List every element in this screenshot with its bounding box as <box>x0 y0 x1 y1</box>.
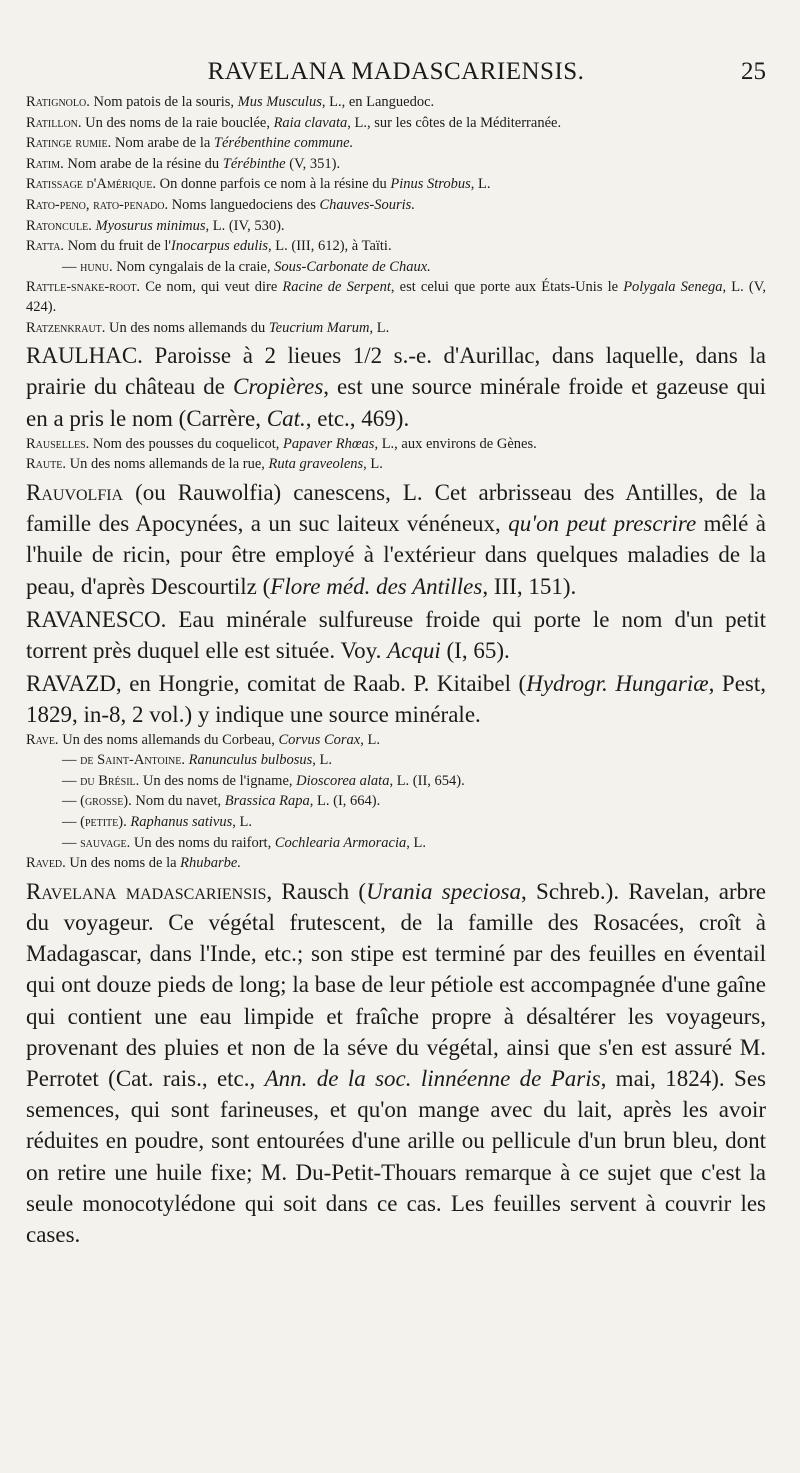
headword: Rauvolfia <box>26 479 124 505</box>
headword: Ratoncule. <box>26 217 92 234</box>
entry-rave: Rave. Un des noms allemands du Corbeau, Corvus Corax, L. <box>26 731 380 748</box>
headword: Ratta. <box>26 238 65 255</box>
headword: RAVANESCO. <box>26 606 167 632</box>
entry-rave-sauvage: — sauvage. Un des noms du raifort, Cochlearia Armoracia, L. <box>62 834 426 851</box>
page-number: 25 <box>741 58 766 85</box>
entry-rattle-snake-root: Rattle-snake-root. Ce nom, qui veut dire Racine de Serpent, est celui que porte aux États-Unis le Polygala Senega, L. (V, 424). <box>26 279 766 315</box>
entry-ratim: Ratim. Nom arabe de la résine du Térébinthe (V, 351). <box>26 155 341 172</box>
entry-ratignolo: Ratignolo. Nom patois de la souris, Mus Musculus, L., en Languedoc. <box>26 94 435 110</box>
headword: Rato-peno, rato-penado. <box>26 196 169 213</box>
headword: Rauselles. <box>26 435 90 452</box>
entry-rave-saint-antoine: — de Saint-Antoine. Ranunculus bulbosus, L. <box>62 752 332 769</box>
headword: Ratillon. <box>26 114 82 131</box>
headword: — hunu. <box>62 258 113 275</box>
entry-ravazd: RAVAZD, en Hongrie, comitat de Raab. P. Kitaibel (Hydrogr. Hungariæ, Pest, 1829, in-8, 2 vol.) y indique une source minérale. <box>26 671 767 728</box>
headword: Ratissage d'Amérique. <box>26 176 157 193</box>
headword: Raute. <box>26 456 66 473</box>
entry-rave-petite: — (petite). Raphanus sativus, L. <box>62 813 252 830</box>
entry-ravanesco: RAVANESCO. Eau minérale sulfureuse froide qui porte le nom d'un petit torrent près duquel elle est située. Voy. Acqui (I, 65). <box>26 606 766 663</box>
headword: — de Saint-Antoine. <box>62 752 185 769</box>
entry-rauselles: Rauselles. Nom des pousses du coquelicot, Papaver Rhœas, L., aux environs de Gènes. <box>26 435 537 452</box>
entry-rato-peno: Rato-peno, rato-penado. Noms languedociens des Chauves-Souris. <box>26 196 415 213</box>
entry-ratoncule: Ratoncule. Myosurus minimus, L. (IV, 530). <box>26 217 285 234</box>
entry-raute: Raute. Un des noms allemands de la rue, Ruta graveolens, L. <box>26 456 383 473</box>
entry-ravelana: Ravelana madascariensis, Rausch (Urania speciosa, Schreb.). Ravelan, arbre du voyageur. Ce végétal frutescent, de la famille des Rosacées, croît à Madagascar, dans l'Inde, etc.; son stipe est terminé par des feuilles en éventail qui ont douze pieds de long; la base de leur pétiole est accompagnée d'une gaîne qui contient une eau limpide et fraîche propre à désaltérer les voyageurs, provenant des pluies et non de la séve du végétal, ainsi que s'en est assuré M. Perrotet (Cat. rais., etc., Ann. de la soc. linnéenne de Paris, mai, 1824). Ses semences, qui sont farineuses, et qu'on mange avec du lait, après les avoir réduites en poudre, sont entourées d'une arille ou pellicule d'un brun bleu, dont on retire une huile fixe; M. Du-Petit-Thouars remarque à ce sujet que c'est la seule monocotylédone qui soit dans ce cas. Les feuilles servent à couvrir les cases. <box>26 878 766 1247</box>
running-title: RAVELANA MADASCARIENSIS. <box>207 58 585 85</box>
dictionary-entries <box>26 93 766 1250</box>
headword: Ratinge rumie. <box>26 135 112 152</box>
headword: Rave. <box>26 731 59 748</box>
headword: Ratim. <box>26 155 64 172</box>
entry-ratinge: Ratinge rumie. Nom arabe de la Térébenthine commune. <box>26 135 354 152</box>
headword: — du Brésil. <box>62 772 140 789</box>
entry-raulhac: RAULHAC. Paroisse à 2 lieues 1/2 s.-e. d'Aurillac, dans laquelle, dans la prairie du château de Cropières, est une source minérale froide et gazeuse qui en a pris le nom (Carrère, Cat., etc., 469). <box>26 343 767 431</box>
headword: Rattle-snake-root. <box>26 279 141 296</box>
headword: Ratzenkraut. <box>26 319 106 336</box>
entry-ratissage: Ratissage d'Amérique. On donne parfois ce nom à la résine du Pinus Strobus, L. <box>26 176 491 193</box>
headword: RAULHAC. <box>26 343 143 369</box>
headword: — (petite). <box>62 813 127 830</box>
entry-ratillon: Ratillon. Un des noms de la raie bouclée, Raia clavata, L., sur les côtes de la Méditerranée. <box>26 114 562 131</box>
entry-rauvolfia: Rauvolfia (ou Rauwolfia) canescens, L. Cet arbrisseau des Antilles, de la famille des Apocynées, a un suc laiteux vénéneux, qu'on peut prescrire mêlé à l'huile de ricin, pour être employé à l'extérieur dans quelques maladies de la peau, d'après Descourtilz (Flore méd. des Antilles, III, 151). <box>26 479 766 599</box>
headword: RAVAZD <box>26 671 116 697</box>
entry-raved: Raved. Un des noms de la Rhubarbe. <box>26 855 241 872</box>
headword: — (grosse). <box>62 793 132 810</box>
headword: — sauvage. <box>62 834 131 851</box>
entry-ratta-hunu: — hunu. Nom cyngalais de la craie, Sous-Carbonate de Chaux. <box>62 258 431 275</box>
entry-rave-grosse: — (grosse). Nom du navet, Brassica Rapa, L. (I, 664). <box>62 793 381 810</box>
entry-ratta: Ratta. Nom du fruit de l'Inocarpus edulis, L. (III, 612), à Taïti. <box>26 238 392 255</box>
entry-ratzenkraut: Ratzenkraut. Un des noms allemands du Teucrium Marum, L. <box>26 319 390 336</box>
headword: Raved. <box>26 855 66 872</box>
headword: Ratignolo. <box>26 94 90 110</box>
entry-rave-bresil: — du Brésil. Un des noms de l'igname, Dioscorea alata, L. (II, 654). <box>62 772 465 789</box>
headword: Ravelana madascariensis <box>26 878 267 904</box>
page-header <box>26 58 766 88</box>
